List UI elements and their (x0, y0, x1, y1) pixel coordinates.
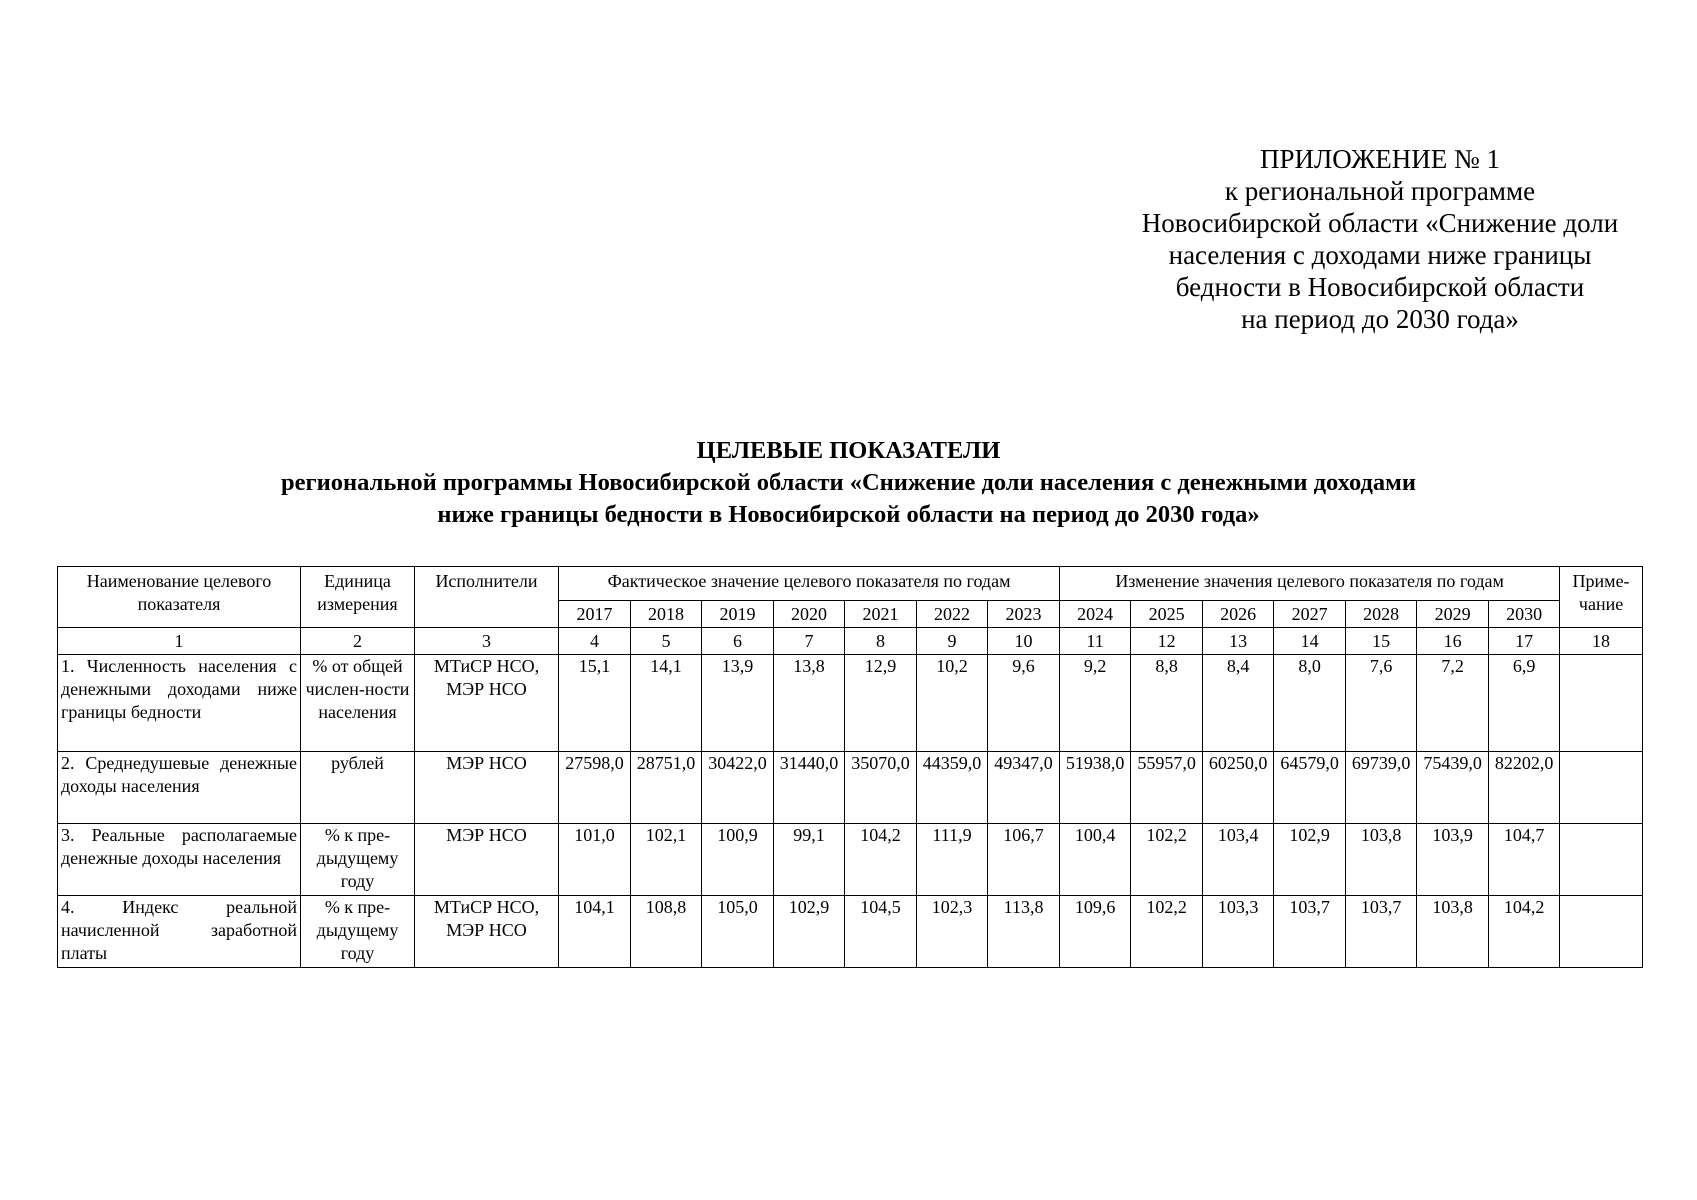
indicator-note (1560, 752, 1643, 824)
indicator-value: 75439,0 (1417, 752, 1489, 824)
year-header: 2021 (845, 601, 917, 628)
header-actual-values: Фактическое значение целевого показателя по годам (559, 567, 1060, 601)
indicator-value: 8,4 (1203, 655, 1274, 752)
indicator-value: 51938,0 (1060, 752, 1131, 824)
indicator-note (1560, 824, 1643, 896)
column-number: 12 (1131, 628, 1203, 655)
indicator-value: 103,8 (1417, 896, 1489, 968)
title-line: ниже границы бедности в Новосибирской области на период до 2030 года» (437, 501, 1260, 528)
year-header: 2030 (1489, 601, 1560, 628)
year-header: 2017 (559, 601, 631, 628)
indicator-value: 82202,0 (1489, 752, 1560, 824)
indicator-value: 7,6 (1346, 655, 1417, 752)
column-number: 7 (774, 628, 845, 655)
column-number: 17 (1489, 628, 1560, 655)
column-number: 5 (631, 628, 702, 655)
indicator-value: 103,8 (1346, 824, 1417, 896)
indicator-value: 104,2 (845, 824, 917, 896)
appendix-line: бедности в Новосибирской области (1175, 272, 1585, 302)
table-row (58, 896, 1643, 968)
header-executors: Исполнители (415, 567, 559, 628)
indicator-name: 1. Численность населения с денежными доходами ниже границы бедности (58, 655, 301, 752)
year-header: 2023 (988, 601, 1060, 628)
header-note: Приме-чание (1560, 567, 1643, 628)
indicator-executors: МТиСР НСО, МЭР НСО (415, 896, 559, 968)
appendix-line: на период до 2030 года» (1241, 304, 1519, 334)
indicators-table (57, 566, 1643, 968)
year-header: 2022 (917, 601, 988, 628)
indicator-value: 108,8 (631, 896, 702, 968)
appendix-line: Новосибирской области «Снижение доли (1141, 208, 1619, 238)
title-heading: ЦЕЛЕВЫЕ ПОКАЗАТЕЛИ (696, 437, 1001, 464)
indicator-name: 4. Индекс реальной начисленной заработной платы (58, 896, 301, 968)
header-unit: Единица измерения (301, 567, 415, 628)
indicator-value: 15,1 (559, 655, 631, 752)
indicator-value: 103,3 (1203, 896, 1274, 968)
indicator-value: 102,1 (631, 824, 702, 896)
header-change-values: Изменение значения целевого показателя по годам (1060, 567, 1560, 601)
indicator-value: 30422,0 (702, 752, 774, 824)
appendix-line: населения с доходами ниже границы (1168, 240, 1592, 270)
indicator-value: 103,9 (1417, 824, 1489, 896)
column-number: 8 (845, 628, 917, 655)
appendix-line: ПРИЛОЖЕНИЕ № 1 (1259, 144, 1501, 174)
table-row (58, 655, 1643, 752)
indicator-value: 55957,0 (1131, 752, 1203, 824)
indicator-value: 7,2 (1417, 655, 1489, 752)
indicator-value: 28751,0 (631, 752, 702, 824)
indicator-value: 103,7 (1274, 896, 1346, 968)
indicator-value: 44359,0 (917, 752, 988, 824)
indicator-name: 2. Среднедушевые денежные доходы населения (58, 752, 301, 824)
indicator-value: 102,9 (774, 896, 845, 968)
indicator-executors: МЭР НСО (415, 824, 559, 896)
column-number: 6 (702, 628, 774, 655)
indicator-value: 69739,0 (1346, 752, 1417, 824)
indicator-unit: % к пре-дыдущему году (301, 824, 415, 896)
indicator-value: 102,3 (917, 896, 988, 968)
indicator-value: 14,1 (631, 655, 702, 752)
indicator-value: 104,1 (559, 896, 631, 968)
indicator-unit: % от общей числен-ности населения (301, 655, 415, 752)
indicator-value: 104,2 (1489, 896, 1560, 968)
indicator-value: 105,0 (702, 896, 774, 968)
year-header: 2025 (1131, 601, 1203, 628)
header-row (58, 567, 1643, 601)
column-number: 4 (559, 628, 631, 655)
indicator-value: 103,4 (1203, 824, 1274, 896)
column-numbers-row (58, 628, 1643, 655)
column-number: 10 (988, 628, 1060, 655)
indicator-unit: рублей (301, 752, 415, 824)
indicator-note (1560, 896, 1643, 968)
indicator-value: 103,7 (1346, 896, 1417, 968)
indicator-value: 13,8 (774, 655, 845, 752)
indicator-value: 102,2 (1131, 824, 1203, 896)
appendix-block (1125, 143, 1635, 335)
year-header: 2026 (1203, 601, 1274, 628)
column-number: 16 (1417, 628, 1489, 655)
column-number: 15 (1346, 628, 1417, 655)
column-number: 18 (1560, 628, 1643, 655)
column-number: 3 (415, 628, 559, 655)
year-header: 2027 (1274, 601, 1346, 628)
indicator-executors: МЭР НСО (415, 752, 559, 824)
indicator-value: 102,2 (1131, 896, 1203, 968)
indicator-value: 8,8 (1131, 655, 1203, 752)
year-header: 2024 (1060, 601, 1131, 628)
indicator-value: 100,9 (702, 824, 774, 896)
indicator-value: 64579,0 (1274, 752, 1346, 824)
table-row (58, 824, 1643, 896)
indicator-value: 9,6 (988, 655, 1060, 752)
indicator-value: 109,6 (1060, 896, 1131, 968)
column-number: 13 (1203, 628, 1274, 655)
column-number: 1 (58, 628, 301, 655)
indicator-value: 111,9 (917, 824, 988, 896)
indicator-value: 99,1 (774, 824, 845, 896)
table-row (58, 752, 1643, 824)
indicator-value: 102,9 (1274, 824, 1346, 896)
indicator-note (1560, 655, 1643, 752)
indicator-value: 60250,0 (1203, 752, 1274, 824)
column-number: 11 (1060, 628, 1131, 655)
indicator-name: 3. Реальные располагаемые денежные доходы населения (58, 824, 301, 896)
year-header: 2029 (1417, 601, 1489, 628)
year-header: 2028 (1346, 601, 1417, 628)
column-number: 9 (917, 628, 988, 655)
indicator-value: 12,9 (845, 655, 917, 752)
indicator-value: 113,8 (988, 896, 1060, 968)
indicator-value: 27598,0 (559, 752, 631, 824)
indicator-value: 9,2 (1060, 655, 1131, 752)
indicator-value: 104,7 (1489, 824, 1560, 896)
year-header: 2019 (702, 601, 774, 628)
column-number: 14 (1274, 628, 1346, 655)
indicator-executors: МТиСР НСО, МЭР НСО (415, 655, 559, 752)
year-header: 2018 (631, 601, 702, 628)
document-title (0, 435, 1697, 531)
indicator-value: 10,2 (917, 655, 988, 752)
indicator-value: 101,0 (559, 824, 631, 896)
year-header: 2020 (774, 601, 845, 628)
indicator-value: 100,4 (1060, 824, 1131, 896)
column-number: 2 (301, 628, 415, 655)
indicator-value: 106,7 (988, 824, 1060, 896)
appendix-line: к региональной программе (1224, 176, 1536, 206)
indicator-value: 13,9 (702, 655, 774, 752)
indicator-value: 104,5 (845, 896, 917, 968)
indicator-value: 35070,0 (845, 752, 917, 824)
indicator-value: 31440,0 (774, 752, 845, 824)
indicator-value: 49347,0 (988, 752, 1060, 824)
indicator-unit: % к пре-дыдущему году (301, 896, 415, 968)
indicator-value: 6,9 (1489, 655, 1560, 752)
title-line: региональной программы Новосибирской области «Снижение доли населения с денежными доходами (281, 469, 1416, 496)
header-name: Наименование целевого показателя (58, 567, 301, 628)
indicator-value: 8,0 (1274, 655, 1346, 752)
